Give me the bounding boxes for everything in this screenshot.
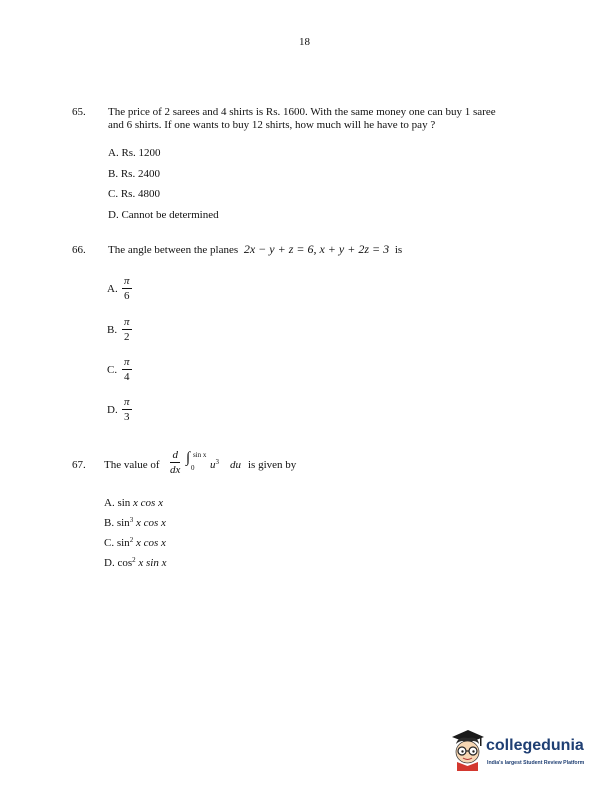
- integrand-variable: u: [210, 459, 216, 471]
- option-c: C. Rs. 4800: [108, 188, 160, 200]
- option-label: C.: [104, 537, 115, 549]
- integrand-power: 3: [215, 458, 219, 466]
- option-func: sin: [117, 497, 131, 509]
- question-text: [108, 242, 402, 257]
- option-d: D. Cannot be determined: [108, 209, 219, 221]
- option-func: sin: [116, 537, 130, 549]
- question-number: 67.: [72, 459, 86, 471]
- mascot-icon: [448, 728, 486, 772]
- option-c: [104, 537, 166, 549]
- question-text-after: is: [394, 244, 403, 256]
- fraction-denominator: 4: [124, 371, 130, 383]
- fraction-denominator: 2: [124, 331, 130, 343]
- logo-tagline: India's largest Student Review Platform: [487, 760, 585, 766]
- logo-brand: collegedunia: [486, 737, 584, 754]
- fraction-numerator: π: [124, 396, 130, 408]
- option-power: 2: [132, 556, 136, 564]
- question-text-line: and 6 shirts. If one wants to buy 12 shirts, how much will he have to pay ?: [108, 119, 436, 131]
- option-func: cos: [117, 557, 133, 569]
- fraction-numerator: π: [124, 356, 130, 368]
- integrand: [210, 459, 219, 471]
- fraction-denominator: 6: [124, 290, 130, 302]
- option-func: sin: [116, 517, 130, 529]
- option-rest: x cos x: [135, 517, 166, 529]
- option-power: 3: [129, 516, 134, 524]
- option-power: 2: [129, 536, 134, 544]
- question-number: 66.: [72, 244, 86, 256]
- page-number: 18: [299, 36, 310, 48]
- integral-lower-limit: 0: [191, 464, 195, 472]
- derivative-operator: [170, 450, 180, 476]
- integral-upper-limit: sin x: [193, 451, 207, 459]
- option-a: A. Rs. 1200: [108, 147, 161, 159]
- option-d: [104, 557, 166, 569]
- option-a-fraction: [122, 276, 132, 302]
- derivative-numerator: d: [172, 449, 178, 461]
- question-text-line: The price of 2 sarees and 4 shirts is Rs. 1600. With the same money one can buy 1 saree: [108, 106, 496, 118]
- integral-differential: du: [230, 459, 241, 471]
- fraction-denominator: 3: [124, 411, 130, 423]
- option-label: A.: [104, 497, 115, 509]
- option-d-fraction: [122, 397, 132, 423]
- option-b: [104, 517, 166, 529]
- option-rest: x sin x: [138, 557, 167, 569]
- question-text-before: The angle between the planes: [108, 244, 239, 256]
- option-a-label: A.: [107, 283, 118, 295]
- derivative-denominator: dx: [170, 464, 181, 476]
- fraction-numerator: π: [124, 275, 130, 287]
- option-label: B.: [104, 517, 115, 529]
- integral-sign: ∫: [186, 450, 191, 466]
- question-number: 65.: [72, 106, 86, 118]
- option-label: D.: [104, 557, 115, 569]
- question-text-before: The value of: [104, 459, 160, 471]
- plane-equations: 2x − y + z = 6, x + y + 2z = 3: [243, 242, 390, 256]
- question-text-after: is given by: [248, 459, 297, 471]
- option-rest: x cos x: [135, 537, 166, 549]
- option-d-label: D.: [107, 404, 118, 416]
- option-b: B. Rs. 2400: [108, 168, 160, 180]
- option-b-label: B.: [107, 324, 118, 336]
- fraction-numerator: π: [124, 316, 130, 328]
- option-b-fraction: [122, 317, 132, 343]
- collegedunia-logo: [448, 728, 608, 778]
- option-rest: x cos x: [133, 497, 163, 509]
- option-a: [104, 497, 163, 509]
- option-c-label: C.: [107, 364, 118, 376]
- option-c-fraction: [122, 357, 132, 383]
